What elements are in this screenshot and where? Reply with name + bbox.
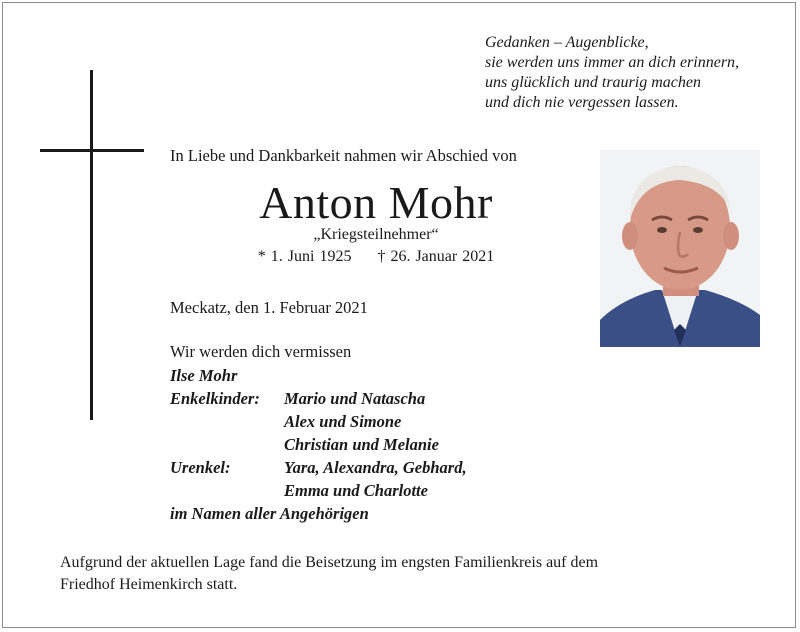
life-dates — [168, 248, 584, 266]
spouse-name: Ilse Mohr — [170, 366, 238, 385]
great-grandchildren-label: Urenkel: — [170, 458, 231, 477]
poem-line: uns glücklich und traurig machen — [485, 74, 701, 91]
burial-note-line: Friedhof Heimenkirch statt. — [60, 576, 238, 593]
cross-icon — [90, 70, 93, 420]
great-grandchildren-entry: Yara, Alexandra, Gebhard, — [284, 458, 467, 477]
great-grandchildren-entry: Emma und Charlotte — [284, 481, 428, 500]
cross-icon-beam — [40, 149, 144, 152]
poem-line: sie werden uns immer an dich erinnern, — [485, 54, 740, 71]
burial-note-line: Aufgrund der aktuellen Lage fand die Beisetzung im engsten Familienkreis auf dem — [60, 554, 599, 571]
birth-date: * 1. Juni 1925 — [257, 248, 352, 265]
mourners-intro: Wir werden dich vermissen — [170, 342, 352, 361]
death-date: † 26. Januar 2021 — [377, 248, 495, 265]
great-grandchildren-row — [170, 479, 467, 502]
intro-text: In Liebe und Dankbarkeit nahmen wir Abschied von — [170, 146, 517, 165]
burial-note — [60, 552, 750, 596]
place-date: Meckatz, den 1. Februar 2021 — [170, 298, 368, 317]
grandchildren-row — [170, 433, 467, 456]
closing-row — [170, 502, 467, 525]
grandchildren-row — [170, 410, 467, 433]
deceased-name: Anton Mohr — [259, 177, 493, 228]
grandchildren-entry: Christian und Melanie — [284, 435, 439, 454]
deceased-nickname: „Kriegsteilnehmer“ — [313, 226, 439, 243]
grandchildren-label: Enkelkinder: — [170, 389, 260, 408]
grandchildren-row — [170, 387, 467, 410]
portrait-photo — [600, 150, 760, 347]
grandchildren-entry: Alex und Simone — [284, 412, 402, 431]
poem-line: Gedanken – Augenblicke, — [485, 34, 649, 51]
spouse-row — [170, 364, 467, 387]
family-list — [170, 364, 467, 525]
family-closing: im Namen aller Angehörigen — [170, 504, 369, 523]
great-grandchildren-row — [170, 456, 467, 479]
memorial-poem — [485, 33, 739, 113]
grandchildren-entry: Mario und Natascha — [284, 389, 426, 408]
poem-line: und dich nie vergessen lassen. — [485, 94, 679, 111]
